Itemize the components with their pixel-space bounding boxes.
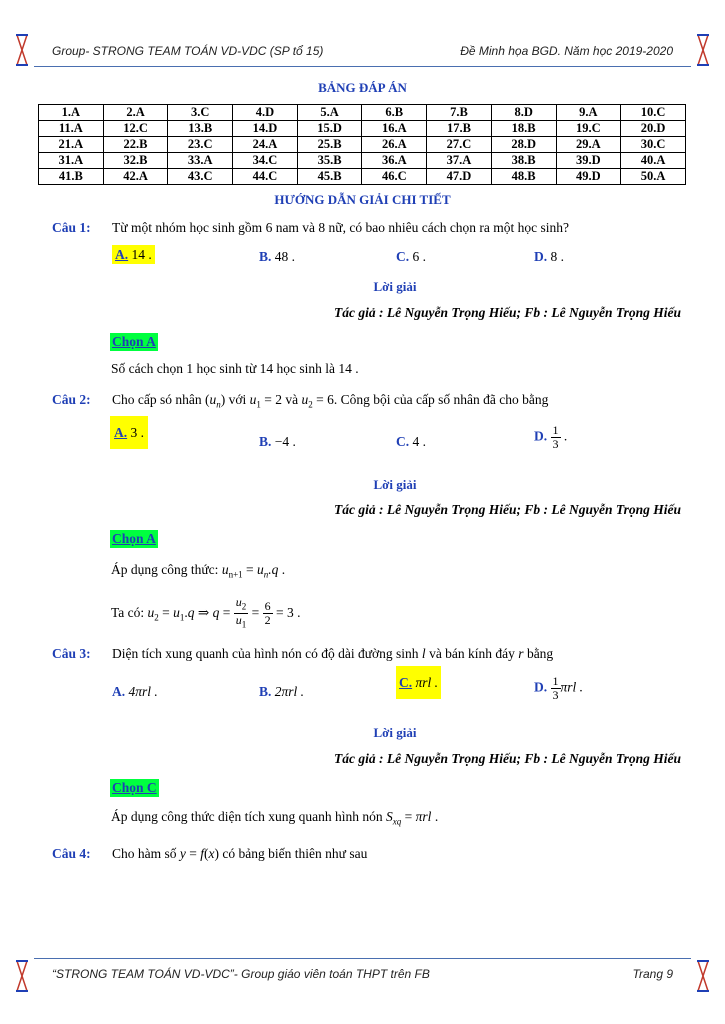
explanation: Số cách chọn 1 học sinh từ 14 học sinh là 14 . <box>111 361 359 376</box>
answer-row <box>39 137 686 153</box>
chosen-answer: Chọn C <box>112 780 157 795</box>
answer-cell: 3.C <box>168 105 233 121</box>
answer-cell: 16.A <box>362 121 427 137</box>
author-line: Tác giả : Lê Nguyễn Trọng Hiếu; Fb : Lê Nguyễn Trọng Hiếu <box>334 751 681 766</box>
header-left: Group- STRONG TEAM TOÁN VD-VDC (SP tổ 15) <box>52 44 324 58</box>
answer-cell: 25.B <box>297 137 362 153</box>
answer-cell: 32.B <box>103 153 168 169</box>
answer-cell: 4.D <box>233 105 298 121</box>
answer-cell: 48.B <box>491 169 556 185</box>
answer-table <box>38 104 686 185</box>
answer-cell: 40.A <box>621 153 686 169</box>
option-c: C. 6 . <box>396 249 426 264</box>
option-d: D. $\frac{1}{3}$ . <box>534 423 568 451</box>
explanation: Áp dụng công thức: $u_{n+1} = u_n.q$ . <box>111 562 286 580</box>
answer-row <box>39 105 686 121</box>
answer-cell: 39.D <box>556 153 621 169</box>
answer-cell: 5.A <box>297 105 362 121</box>
author-line: Tác giả : Lê Nguyễn Trọng Hiếu; Fb : Lê Nguyễn Trọng Hiếu <box>334 502 681 517</box>
answer-cell: 35.B <box>297 153 362 169</box>
answer-cell: 23.C <box>168 137 233 153</box>
answer-cell: 42.A <box>103 169 168 185</box>
answer-cell: 24.A <box>233 137 298 153</box>
option-c: C. πrl . <box>396 675 441 691</box>
answer-cell: 50.A <box>621 169 686 185</box>
chosen-answer: Chọn A <box>112 334 156 349</box>
answer-cell: 20.D <box>621 121 686 137</box>
question-1 <box>52 220 569 236</box>
option-b: B. 48 . <box>259 249 296 264</box>
answer-cell: 11.A <box>39 121 104 137</box>
chosen-answer: Chọn A <box>112 531 156 546</box>
answer-cell: 26.A <box>362 137 427 153</box>
question-2: Câu 2: Cho cấp só nhân $(u_n)$ với $u_1 = 2$ và $u_2 = 6$. Công bội của cấp số nhân đã cho bằng <box>52 392 549 410</box>
header-divider <box>34 66 691 67</box>
answer-cell: 21.A <box>39 137 104 153</box>
answer-cell: 9.A <box>556 105 621 121</box>
answer-cell: 46.C <box>362 169 427 185</box>
answer-cell: 22.B <box>103 137 168 153</box>
question-3: Câu 3: Diện tích xung quanh của hình nón có độ dài đường sinh l và bán kính đáy r bằng <box>52 646 554 661</box>
answer-cell: 6.B <box>362 105 427 121</box>
option-b: B. 2πrl . <box>259 684 305 699</box>
answer-cell: 10.C <box>621 105 686 121</box>
option-d: D. 8 . <box>534 249 564 264</box>
answer-cell: 7.B <box>427 105 492 121</box>
answer-cell: 30.C <box>621 137 686 153</box>
option-d: D. $\frac{1}{3}$ πrl . <box>534 674 584 702</box>
answer-cell: 17.B <box>427 121 492 137</box>
answer-cell: 27.C <box>427 137 492 153</box>
answer-cell: 8.D <box>491 105 556 121</box>
answer-table-title: BẢNG ĐÁP ÁN <box>318 80 407 95</box>
answer-cell: 15.D <box>297 121 362 137</box>
question-label: Câu 1: <box>52 220 91 235</box>
footer-left: “STRONG TEAM TOÁN VD-VDC”- Group giáo viên toán THPT trên FB <box>52 967 430 981</box>
answer-cell: 18.B <box>491 121 556 137</box>
explanation: Áp dụng công thức diện tích xung quanh hình nón $S_{xq} = \pi rl$ . <box>111 809 439 827</box>
hourglass-icon <box>16 960 28 992</box>
solution-heading: Lời giải <box>373 725 417 740</box>
answer-cell: 47.D <box>427 169 492 185</box>
answer-cell: 45.B <box>297 169 362 185</box>
question-label: Câu 4: <box>52 846 91 861</box>
solution-heading: Lời giải <box>373 279 417 294</box>
option-a: A. 3 . <box>110 425 148 441</box>
answer-row <box>39 169 686 185</box>
explanation-formula: Ta có: $u_2 = u_1.q$ ⇒ q = $\frac{u_2}{u_1}$ = $\frac{6}{2}$ = 3 . <box>111 595 301 630</box>
answer-cell: 13.B <box>168 121 233 137</box>
answer-cell: 1.A <box>39 105 104 121</box>
hourglass-icon <box>697 34 709 66</box>
solution-heading: Lời giải <box>373 477 417 492</box>
answer-cell: 31.A <box>39 153 104 169</box>
option-a: A. 14 . <box>112 247 155 263</box>
question-4: Câu 4: Cho hàm số y = f(x) có bảng biến thiên như sau <box>52 846 368 861</box>
header-right: Đề Minh họa BGD. Năm học 2019-2020 <box>460 44 673 58</box>
answer-cell: 29.A <box>556 137 621 153</box>
answer-row <box>39 153 686 169</box>
hourglass-icon <box>697 960 709 992</box>
question-label: Câu 3: <box>52 646 91 661</box>
option-b: B. −4 . <box>259 434 296 449</box>
question-text: Từ một nhóm học sinh gồm 6 nam và 8 nữ, có bao nhiêu cách chọn ra một học sinh? <box>112 220 570 235</box>
answer-cell: 38.B <box>491 153 556 169</box>
hourglass-icon <box>16 34 28 66</box>
answer-cell: 43.C <box>168 169 233 185</box>
answer-cell: 36.A <box>362 153 427 169</box>
answer-cell: 28.D <box>491 137 556 153</box>
answer-cell: 33.A <box>168 153 233 169</box>
answer-cell: 49.D <box>556 169 621 185</box>
answer-row <box>39 121 686 137</box>
author-line: Tác giả : Lê Nguyễn Trọng Hiếu; Fb : Lê Nguyễn Trọng Hiếu <box>334 305 681 320</box>
option-c: C. 4 . <box>396 434 426 449</box>
answer-cell: 19.C <box>556 121 621 137</box>
answer-cell: 44.C <box>233 169 298 185</box>
answer-cell: 41.B <box>39 169 104 185</box>
page-number: Trang 9 <box>632 967 673 981</box>
answer-cell: 34.C <box>233 153 298 169</box>
option-a: A. 4πrl . <box>112 684 158 699</box>
answer-cell: 37.A <box>427 153 492 169</box>
question-label: Câu 2: <box>52 392 91 407</box>
answer-cell: 12.C <box>103 121 168 137</box>
guide-title: HƯỚNG DẪN GIẢI CHI TIẾT <box>274 192 451 207</box>
answer-cell: 2.A <box>103 105 168 121</box>
answer-cell: 14.D <box>233 121 298 137</box>
footer-divider <box>34 958 691 959</box>
